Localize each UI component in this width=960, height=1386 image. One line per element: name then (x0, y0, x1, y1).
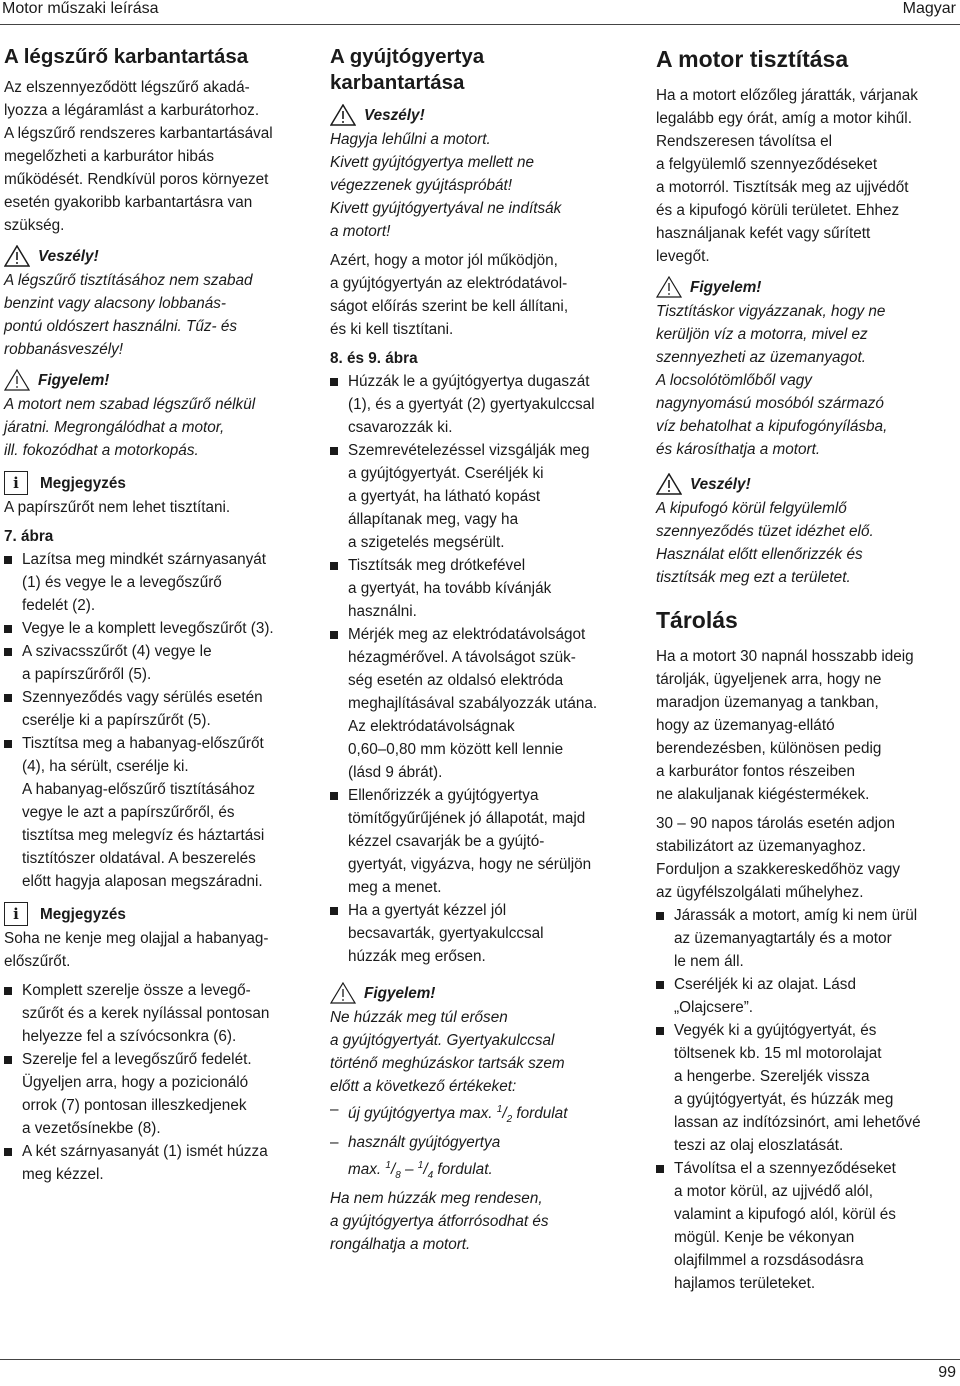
danger-text (4, 269, 316, 361)
text-line: a papírszűrőről (5). (22, 666, 152, 683)
text-line: Használat előtt ellenőrizzék és (656, 546, 863, 563)
text-line: az üzemanyagtartály és a motor (674, 930, 892, 947)
caution-label: Figyelem! (364, 984, 436, 1002)
text-line: töltsenek kb. 15 ml motorolajat (674, 1045, 882, 1062)
text-line: Mérjék meg az elektródatávolságot (348, 626, 586, 643)
fraction-denominator: 2 (506, 1114, 513, 1126)
text-line: esetén gyakoribb karbantartásra van (4, 194, 253, 211)
text-line: Soha ne kenje meg olajjal a habanyag- (4, 930, 269, 947)
list-item-continuation (4, 778, 316, 893)
text-line: előtt hagyja alaposan megszáradni. (22, 873, 263, 890)
text-line: Cseréljék ki az olajat. Lásd (674, 976, 856, 993)
text-line: tisztítószer oldatával. A beszerelés (22, 850, 256, 867)
text-line: meg kézzel. (22, 1166, 104, 1183)
text-line: Járassák a motort, amíg ki nem ürül (674, 907, 918, 924)
text-line: húzzák meg erősen. (348, 948, 486, 965)
text-line: járatni. Megrongálódhat a motor, (4, 419, 225, 436)
list-item (656, 973, 956, 1019)
text-line: Lazítsa meg mindkét szárnyasanyát (22, 551, 267, 568)
text-line: szennyeződés tüzet idézhet elő. (656, 523, 874, 540)
text-line: valamint a kipufogó alól, körül és (674, 1206, 896, 1223)
danger-label: Veszély! (690, 475, 751, 493)
text-line: Vegye le a komplett levegőszűrőt (3). (22, 620, 274, 637)
text-line: Ügyeljen arra, hogy a pozicionáló (22, 1074, 249, 1091)
text-line: állapítanak meg, vagy ha (348, 511, 519, 528)
text-line: becsavarták, gyertyakulccsal (348, 925, 544, 942)
torque-values (330, 1098, 640, 1187)
column-spark-plug (330, 44, 640, 1256)
text-line: a szigetelés megsérült. (348, 534, 505, 551)
text-line: olajfilmmel a rozsdásodásra (674, 1252, 864, 1269)
text-line: a motort! (330, 223, 391, 240)
text-line: meg a menet. (348, 879, 442, 896)
storage-steps (656, 904, 956, 1295)
text-line: és ki kell tisztítani. (330, 321, 454, 338)
text-line: az ügyfélszolgálati műhelyhez. (656, 884, 864, 901)
danger-label: Veszély! (38, 247, 99, 265)
text-line: előtt a következő értékeket: (330, 1078, 517, 1095)
text-line: előszűrőt. (4, 953, 71, 970)
air-filter-steps (4, 548, 316, 778)
text: fordulat. (433, 1161, 493, 1179)
text-line: tisztítsák meg ezt a területet. (656, 569, 851, 586)
fraction-denominator: 4 (427, 1170, 434, 1182)
header-language: Magyar (902, 0, 956, 17)
text-line: levegőt. (656, 248, 710, 265)
text-line: Kivett gyújtógyertyával ne indítsák (330, 200, 562, 217)
text-line: Hagyja lehűlni a motort. (330, 131, 491, 148)
text-line: Az elektródatávolságnak (348, 718, 515, 735)
text-line: A légszűrő rendszeres karbantartásával (4, 125, 273, 142)
fraction-numerator: 1 (385, 1160, 391, 1172)
text-line: le nem áll. (674, 953, 744, 970)
text-line: Tisztítsa meg a habanyag-előszűrőt (22, 735, 264, 752)
text-line: pontú oldószert használni. Tűz- és (4, 318, 237, 335)
page-number: 99 (938, 1364, 956, 1381)
text-line: történő meghúzáskor tartsák szem (330, 1055, 565, 1072)
text-line: Távolítsa el a szennyeződéseket (674, 1160, 896, 1177)
list-item (330, 554, 640, 623)
fraction-numerator: 1 (417, 1160, 424, 1172)
title-line: karbantartása (330, 71, 465, 94)
header-title: Motor műszaki leírása (2, 0, 159, 17)
section-title-spark-plug (330, 44, 640, 96)
text-line: Ha a gyertyát kézzel jól (348, 902, 507, 919)
list-item: – használt gyújtógyertya max. $^1/_8 - ^1/_4$ fordulat. (330, 1131, 640, 1187)
text-line: működését. Rendkívül poros környezet (4, 171, 269, 188)
section-title-air-filter: A légszűrő karbantartása (4, 45, 249, 68)
caution-heading (330, 980, 640, 1006)
text-line: a karburátor fontos részeiben (656, 763, 855, 780)
info-icon: i (4, 471, 28, 495)
text-line: a gyújtógyertyát, és húzzák meg (674, 1091, 894, 1108)
warning-triangle-icon (656, 276, 682, 298)
text-line: Szemrevételezéssel vizsgálják meg (348, 442, 590, 459)
text: új gyújtógyertya max. (348, 1105, 497, 1123)
text-line: orrok (7) pontosan illeszkedjenek (22, 1097, 247, 1114)
list-item: – új gyújtógyertya max. $^1/_2$ fordulat (330, 1098, 640, 1131)
text: fordulat (512, 1105, 568, 1123)
text-line: a gyújtógyertyát. Gyertyakulccsal (330, 1032, 555, 1049)
text-line: A locsolótömlőből vagy (656, 372, 812, 389)
text-line: Azért, hogy a motor jól működjön, (330, 252, 558, 269)
text-line: Húzzák le a gyújtógyertya dugaszát (348, 373, 590, 390)
figure-reference: 7. ábra (4, 528, 54, 545)
text-line: Vegyék ki a gyújtógyertyát, és (674, 1022, 877, 1039)
storage-paragraph (656, 645, 956, 806)
text-line: a vezetősínekbe (8). (22, 1120, 161, 1137)
warning-triangle-icon (4, 245, 30, 267)
note-heading (4, 470, 316, 496)
text-line: használni. (348, 603, 417, 620)
text-line: hézagmérővel. A távolságot szük- (348, 649, 576, 666)
text-line: Komplett szerelje össze a levegő- (22, 982, 251, 999)
list-item (656, 904, 956, 973)
list-item (4, 732, 316, 778)
text-line: rongálhatja a motort. (330, 1236, 471, 1254)
text-line: Ha a motort előzőleg járatták, várjanak (656, 87, 918, 104)
caution-heading (4, 367, 316, 393)
text-line: szennyezheti az üzemanyagot. (656, 349, 867, 366)
header-rule (0, 24, 960, 25)
list-item (4, 617, 316, 640)
text-line: szükség. (4, 217, 65, 234)
footer-rule (0, 1359, 960, 1360)
danger-heading (330, 102, 640, 128)
text-line: Szerelje fel a levegőszűrő fedelét. (22, 1051, 252, 1068)
air-filter-assembly-steps (4, 979, 316, 1186)
text: használt gyújtógyertya (348, 1134, 501, 1152)
list-item (330, 623, 640, 784)
text-line: ne alakuljanak kiégéstermékek. (656, 786, 870, 803)
text-line: A kipufogó körül felgyülemlő (656, 500, 847, 517)
text-line: Rendszeresen távolítsa el (656, 133, 833, 150)
text-line: gyertyát, vigyázva, hogy ne sérüljön (348, 856, 592, 873)
note-text (4, 927, 316, 973)
text-line: végezzenek gyújtáspróbát! (330, 177, 512, 194)
caution-text (656, 300, 956, 461)
text-line: (1) és vegye le a levegőszűrő (22, 574, 222, 591)
note-heading (4, 901, 316, 927)
text-line: a gyertyát, ha tovább kívánják (348, 580, 552, 597)
list-item (330, 784, 640, 899)
text-line: lyozza a légáramlást a karburátorhoz. (4, 102, 260, 119)
text-line: a hengerbe. Szereljék vissza (674, 1068, 870, 1085)
spark-plug-steps (330, 370, 640, 968)
text-line: és a kipufogó körüli területet. Ehhez (656, 202, 900, 219)
text-line: A szivacsszűrőt (4) vegye le (22, 643, 212, 660)
text-line: tisztítsa meg melegvíz és háztartási (22, 827, 265, 844)
danger-heading (4, 243, 316, 269)
text-line: tárolják, ügyeljenek arra, hogy ne (656, 671, 882, 688)
text-line: és károsíthatja a motort. (656, 441, 821, 458)
text-line: Ha a motort 30 napnál hosszabb ideig (656, 648, 914, 665)
list-item (4, 686, 316, 732)
text-line: helyezze fel a szívócsonkra (6). (22, 1028, 237, 1045)
list-item (330, 370, 640, 439)
text-line: ill. fokozódhat a motorkopás. (4, 442, 199, 459)
text-line: hogy az üzemanyag-ellátó (656, 717, 835, 734)
caution-label: Figyelem! (690, 278, 762, 296)
text-line: vegye le azt a papírszűrőről, és (22, 804, 235, 821)
info-icon: i (4, 902, 28, 926)
text-line: tömítőgyűrűjének jó állapotát, majd (348, 810, 586, 827)
text-line: A motort nem szabad légszűrő nélkül (4, 396, 256, 413)
note-label: Megjegyzés (40, 905, 126, 923)
list-item (4, 1140, 316, 1186)
fraction-numerator: 1 (496, 1104, 503, 1115)
text-line: (4), ha sérült, cserélje ki. (22, 758, 189, 775)
section-title-storage: Tárolás (656, 607, 738, 633)
text-line: csavarozzák ki. (348, 419, 453, 436)
text-line: cserélje ki a papírszűrőt (5). (22, 712, 211, 729)
list-item (330, 899, 640, 968)
text-line: A két szárnyasanyát (1) ismét húzza (22, 1143, 268, 1160)
text-line: A habanyag-előszűrő tisztításához (22, 781, 255, 798)
list-item (330, 439, 640, 554)
storage-paragraph (656, 812, 956, 904)
text-line: a gyújtógyertyán az elektródatávol- (330, 275, 568, 292)
text-line: nagynyomású mosóból származó (656, 395, 884, 412)
caution-label: Figyelem! (38, 371, 110, 389)
text-line: Tisztításkor vigyázzanak, hogy ne (656, 303, 886, 320)
caution-text (330, 1006, 640, 1256)
danger-text (330, 128, 640, 243)
text-line: Szennyeződés vagy sérülés esetén (22, 689, 263, 706)
danger-heading (656, 471, 956, 497)
list-item (656, 1019, 956, 1157)
text-line: legalább egy órát, amíg a motor kihűl. (656, 110, 912, 127)
text: max. (348, 1161, 386, 1179)
figure-reference: 8. és 9. ábra (330, 350, 418, 367)
text-line: a gyertyát, ha látható kopást (348, 488, 541, 505)
list-item (4, 548, 316, 617)
text-line: A légszűrő tisztításához nem szabad (4, 272, 253, 289)
text-line: szűrőt és a kerek nyílással pontosan (22, 1005, 270, 1022)
text-line: robbanásveszély! (4, 341, 124, 358)
text-line: (lásd 9 ábrát). (348, 764, 443, 781)
text-line: fedelét (2). (22, 597, 96, 614)
text-line: Tisztítsák meg drótkefével (348, 557, 526, 574)
text-line: Forduljon a szakkereskedőhöz vagy (656, 861, 901, 878)
note-label: Megjegyzés (40, 474, 126, 492)
warning-triangle-icon (330, 982, 356, 1004)
text-line: Ne húzzák meg túl erősen (330, 1009, 508, 1026)
list-item (656, 1157, 956, 1295)
text-line: Kivett gyújtógyertya mellett ne (330, 154, 535, 171)
text-line: megelőzheti a karburátor hibás (4, 148, 215, 165)
text-line: használjanak kefét vagy sűrített (656, 225, 871, 242)
text-line: Ha nem húzzák meg rendesen, (330, 1190, 543, 1208)
text-line: (1), és a gyertyát (2) gyertyakulccsal (348, 396, 595, 413)
page-header (0, 0, 960, 22)
warning-triangle-icon (330, 104, 356, 126)
text-line: berendezésben, különösen pedig (656, 740, 882, 757)
text-line: mögül. Kenje be vékonyan (674, 1229, 855, 1246)
section-title-engine-cleaning: A motor tisztítása (656, 46, 849, 72)
air-filter-intro (4, 76, 316, 237)
text-line: benzint vagy alacsony lobbanás- (4, 295, 226, 312)
list-item (4, 640, 316, 686)
warning-triangle-icon (656, 473, 682, 495)
text-line: ség esetén az oldalsó elektróda (348, 672, 564, 689)
text-line: 30 – 90 napos tárolás esetén adjon (656, 815, 895, 832)
title-line: A gyújtógyertya (330, 45, 485, 68)
text-line: ságot előírás szerint be kell állítani, (330, 298, 569, 315)
text-line: hajlamos területeket. (674, 1275, 816, 1292)
danger-text (656, 497, 956, 589)
note-text: A papírszűrőt nem lehet tisztítani. (4, 499, 231, 516)
text-line: maradjon üzemanyag a tankban, (656, 694, 879, 711)
text-line: kézzel csavarják be a gyújtó- (348, 833, 545, 850)
text-line: meghajlításával szabályozzák utána. (348, 695, 598, 712)
text-line: a motor körül, az ujjvédő alól, (674, 1183, 873, 1200)
spark-plug-intro (330, 249, 640, 341)
text-line: lassan az indítózsinórt, ami lehetővé (674, 1114, 921, 1131)
danger-label: Veszély! (364, 106, 425, 124)
list-item (4, 979, 316, 1048)
engine-cleaning-intro (656, 84, 956, 268)
text-line: teszi az olaj eloszlatását. (674, 1137, 844, 1154)
text: – (400, 1161, 418, 1179)
list-item (4, 1048, 316, 1140)
text-line: 0,60–0,80 mm között kell lennie (348, 741, 564, 758)
text-line: stabilizátort az üzemanyaghoz. (656, 838, 867, 855)
fraction-denominator: 8 (395, 1170, 401, 1182)
column-air-filter (4, 44, 316, 1186)
text-line: a gyújtógyertya átforrósodhat és (330, 1213, 549, 1231)
text-line: „Olajcsere”. (674, 999, 754, 1016)
warning-triangle-icon (4, 369, 30, 391)
text-line: Az elszennyeződött légszűrő akadá- (4, 79, 250, 96)
text-line: a motorról. Tisztítsák meg az ujjvédőt (656, 179, 909, 196)
column-engine-cleaning (656, 44, 956, 1295)
text-line: a felgyülemlő szennyeződéseket (656, 156, 878, 173)
text-line: a gyújtógyertyát. Cseréljék ki (348, 465, 544, 482)
caution-heading (656, 274, 956, 300)
text-line: víz behatolhat a kipufogónyílásba, (656, 418, 888, 435)
text-line: kerüljön víz a motorra, mivel ez (656, 326, 868, 343)
caution-text (4, 393, 316, 462)
text-line: Ellenőrizzék a gyújtógyertya (348, 787, 539, 804)
